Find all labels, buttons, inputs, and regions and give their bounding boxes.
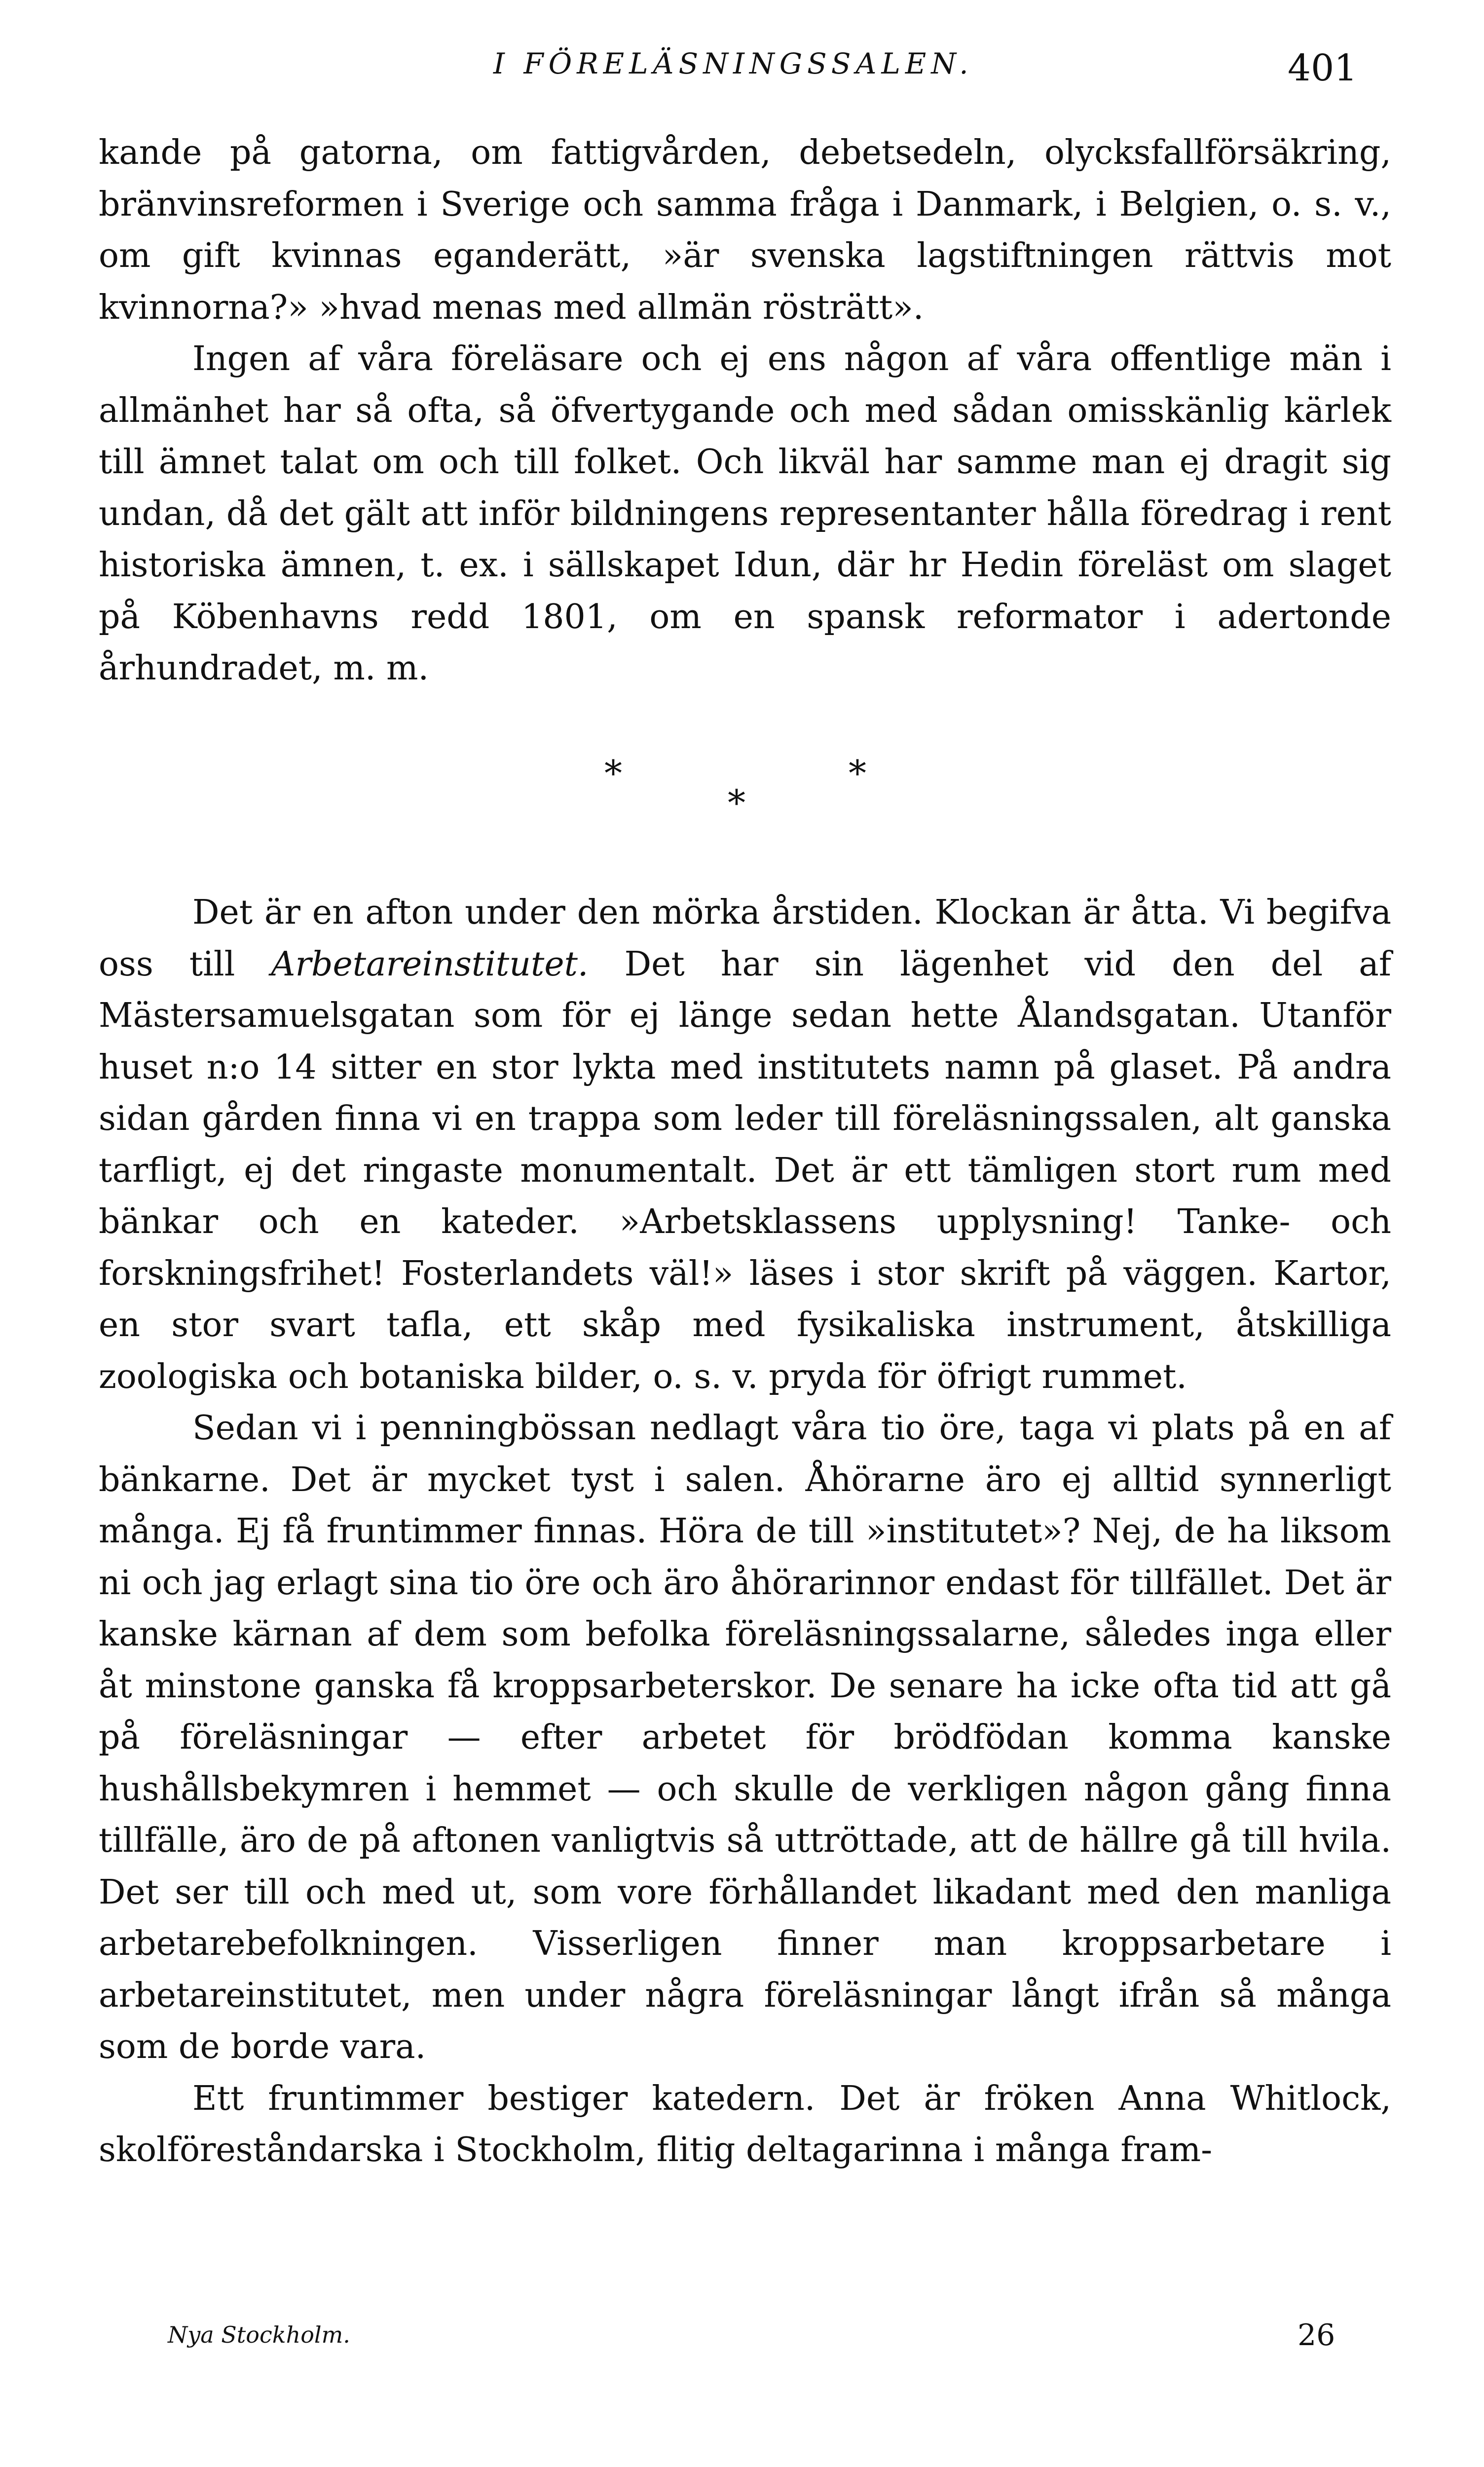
paragraph-evening-start: Det är en afton under den mörka årstiden. Klockan är åtta. Vi begifva oss till [99,893,1391,984]
text-block-top [99,127,1391,695]
paragraph-evening-rest: Det har sin lägenhet vid den del af Mästersamuelsgatan som för ej länge sedan hette Ålandsgatan. Utanför huset n:o 14 sitter en stor lykta med institutets namn på glaset. På andra sidan gården finna vi en trappa som leder till föreläsningssalen, alt ganska tarfligt, ej det ringaste monumentalt. Det är ett tämligen stort rum med bänkar och en kateder. »Arbetsklassens upplysning! Tanke- och forskningsfrihet! Fosterlandets väl!» läses i stor skrift på väggen. Kartor, en stor svart tafla, ett skåp med fysikaliska instrument, åtskilliga zoologiska och botaniska bilder, o. s. v. pryda för öfrigt rummet. [99,944,1391,1396]
asterism-star-center: * [728,782,745,823]
asterism-star-left: * [604,752,622,794]
page-number: 401 [1288,47,1358,89]
institute-name: Arbetareinstitutet. [271,944,589,984]
paragraph-hedin: Ingen af våra föreläsare och ej ens någon af våra offentlige män i allmänhet har så ofta, så öfvertygande och med sådan omisskänlig kärlek till ämnet talat om och till folket. Och likväl har samme man ej dragit sig undan, då det gält att inför bildningens representanter hålla föredrag i rent historiska ämnen, t. ex. i sällskapet Idun, där hr Hedin föreläst om slaget på Köbenhavns redd 1801, om en spansk reformator i adertonde århundradet, m. m. [99,339,1391,688]
asterism-star-right: * [849,752,866,794]
paragraph-evening [99,887,1391,1403]
paragraph-audience: Sedan vi i penningbössan nedlagt våra tio öre, taga vi plats på en af bänkarne. Det är mycket tyst i salen. Åhörarne äro ej alltid synnerligt många. Ej få fruntimmer finnas. Höra de till »institutet»? Nej, de ha liksom ni och jag erlagt sina tio öre och äro åhörarinnor endast för tillfället. Det är kanske kärnan af dem som befolka föreläsningssalarne, således inga eller åt minstone ganska få kroppsarbeterskor. De senare ha icke ofta tid att gå på föreläsningar — efter arbetet för brödfödan komma kanske hushållsbekymren i hemmet — och skulle de verkligen någon gång finna tillfälle, äro de på aftonen vanligtvis så uttröttade, att de hällre gå till hvila. Det ser till och med ut, som vore förhållandet likadant med den manliga arbetarebefolkningen. Visserligen finner man kroppsarbetare i arbetareinstitutet, men under några föreläsningar långt ifrån så många som de borde vara. [99,1409,1391,2066]
footer-sheet-number: 26 [1298,2318,1336,2353]
paragraph-continuation: kande på gatorna, om fattigvården, debetsedeln, olycksfallförsäkring, bränvinsreformen i Sverige och samma fråga i Danmark, i Belgien, o. s. v., om gift kvinnas eganderätt, »är svenska lagstiftningen rättvis mot kvinnorna?» »hvad menas med allmän rösträtt». [99,133,1391,327]
paragraph-lecturer: Ett fruntimmer bestiger katedern. Det är fröken Anna Whitlock, skolföreståndarska i Stockholm, flitig deltagarinna i många fram- [99,2079,1391,2169]
text-block-bottom [99,887,1391,2176]
footer-signature: Nya Stockholm. [168,2321,350,2348]
running-title: I FÖRELÄSNINGSSALEN. [493,47,973,80]
